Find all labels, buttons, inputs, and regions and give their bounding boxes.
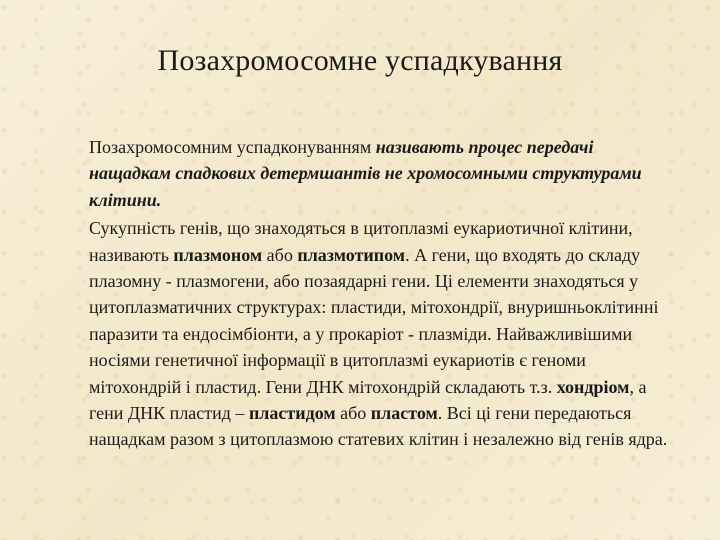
plasmon-term: плазмоном [173, 244, 263, 265]
definition-term: Позахромосомним успадконуванням [89, 137, 376, 157]
definition-text: називають процес передачі нащадкам спадкових детермшантів не хромосомными структурами клітини. [89, 137, 642, 210]
plasmon-paragraph [89, 215, 671, 453]
plasmotype-term: плазмотипом [297, 244, 406, 265]
plasmon-text-4: , а гени ДНК пластид – [89, 376, 647, 424]
slide-title: Позахромосомне успадкування [157, 44, 563, 77]
plasmon-text-5: або [335, 403, 371, 424]
slide-body [89, 134, 671, 455]
plastidome-term: пластидом [248, 403, 336, 424]
plasmon-text-6: . Всі ці гени передаються нащадкам разом з цитоплазмою статевих клітин і незалежно від генів ядра. [89, 403, 668, 450]
plasmon-text-3: . А гени, що входять до складу плазомну - плазмогени, або позаядарні гени. Ці елементи знаходяться у цитоплазматичних структурах: пластиди, мітохондрії, внуришньоклітинні паразити та ендосімбіонти, а у прокаріот - плазміди. Найважливішими носіями генетичної інформації в цитоплазмі еукариотів є геноми мітохондрій і пластид. Гени ДНК мітохондрій складають т.з. [89, 244, 659, 397]
chondriome-term: хондріом [556, 376, 630, 397]
plasmon-text-1: Сукупність генів, що знаходяться в цитоплазмі еукариотичної клітини, називають [89, 218, 633, 265]
definition-paragraph [89, 134, 671, 213]
plasmon-text-2: або [262, 244, 298, 265]
plastome-term: пластом [370, 403, 438, 424]
